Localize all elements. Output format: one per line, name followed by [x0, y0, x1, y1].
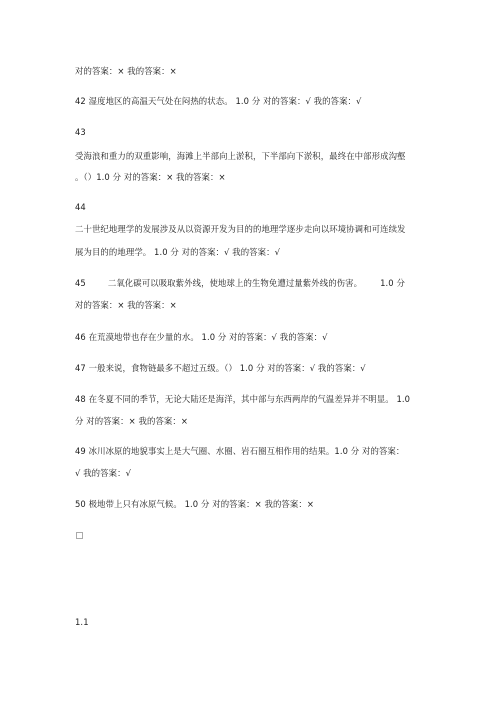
q45-line-1: [75, 278, 430, 289]
q44-text-line-1: 二十世纪地理学的发展涉及从以资源开发为目的的地理学逐步走向以环境协调和可连续发: [75, 224, 406, 234]
q43-number: 43: [75, 127, 86, 137]
q45-number: 45: [75, 278, 86, 288]
q48-text-line-1: 48 在冬夏不同的季节，无论大陆还是海洋，其中部与东西两岸的气温差异并不明显。 1.0: [75, 394, 411, 404]
q50-line: 50 极地带上只有冰原气候。 1.0 分 对的答案：× 我的答案：×: [75, 499, 314, 509]
q41-answer-line: 对的答案：× 我的答案：×: [75, 66, 177, 76]
q45-text: 二氧化碳可以吸取紫外线，使地球上的生物免遭过量紫外线的伤害。: [107, 278, 363, 288]
q44-number: 44: [75, 202, 86, 212]
checkbox-placeholder[interactable]: [76, 532, 83, 539]
q45-answer-line: 对的答案：× 我的答案：×: [75, 300, 177, 310]
q42-line: 42 湿度地区的高温天气处在闷热的状态。 1.0 分 对的答案：√ 我的答案：√: [75, 96, 362, 106]
q48-text-line-2: 分 对的答案：× 我的答案：×: [75, 416, 188, 426]
q46-line: 46 在荒漠地带也存在少量的水。 1.0 分 对的答案：√ 我的答案：√: [75, 332, 328, 342]
q44-text-line-2: 展为目的的地理学。 1.0 分 对的答案：√ 我的答案：√: [75, 247, 281, 257]
q43-text-line-1: 受海浪和重力的双重影响，海滩上半部向上淤积，下半部向下淤积，最终在中部形成沟壑: [75, 151, 406, 161]
q43-text-line-2: 。（）1.0 分 对的答案：× 我的答案：×: [75, 172, 226, 182]
q49-text-line-1: 49 冰川冰原的地貌事实上是大气圈、水圈、岩石圈互相作用的结果。1.0 分 对的答案：: [75, 446, 405, 456]
q47-line: 47 一般来说，食物链最多不超过五级。（） 1.0 分 对的答案：√ 我的答案：√: [75, 363, 366, 373]
q49-text-line-2: √ 我的答案：√: [75, 468, 132, 478]
section-heading: 1.1: [75, 617, 89, 627]
q45-score: 1.0 分: [380, 278, 405, 288]
